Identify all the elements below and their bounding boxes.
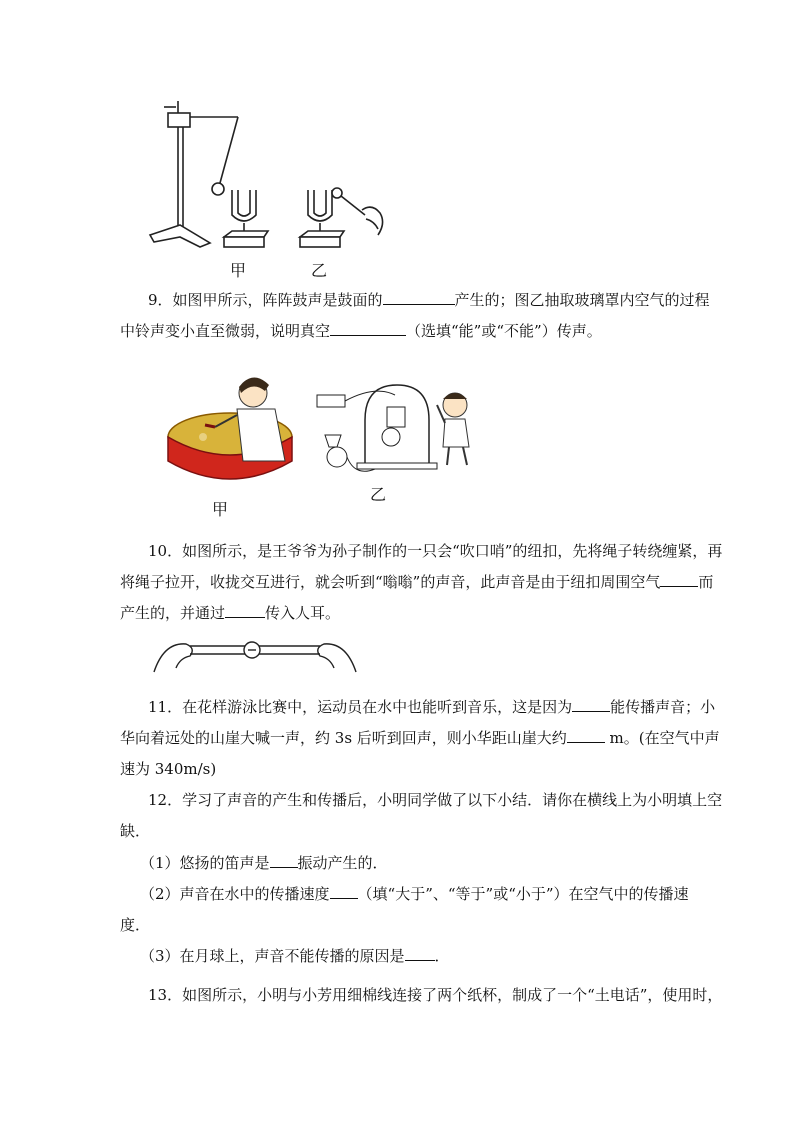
question-13-line-1: 13．如图所示，小明与小芳用细棉线连接了两个纸杯，制成了一个“土电话”，使用时， xyxy=(148,986,723,1004)
question-10-line-2: 将绳子拉开，收拢交互进行，就会听到“嗡嗡”的声音，此声音是由于纽扣周围空气 而 xyxy=(120,573,714,591)
figure-label-yi: 乙 xyxy=(370,485,387,504)
question-11-line-2: 华向着远处的山崖大喊一声，约 3s 后听到回声，则小华距山崖大约 m。(在空气中声 xyxy=(120,729,720,747)
button-whistle-figure xyxy=(150,628,360,678)
answer-blank[interactable] xyxy=(572,697,610,712)
answer-blank[interactable] xyxy=(567,728,605,743)
question-12-line-2: 缺． xyxy=(120,822,151,840)
answer-blank[interactable] xyxy=(330,884,358,899)
drum-bell-jar-figure xyxy=(165,365,485,500)
answer-blank[interactable] xyxy=(270,853,298,868)
figure-label-jia: 甲 xyxy=(212,500,229,519)
figure-label-jia: 甲 xyxy=(230,261,247,280)
question-9-line-1: 9．如图甲所示，阵阵鼓声是鼓面的 产生的；图乙抽取玻璃罩内空气的过程 xyxy=(148,291,710,309)
question-12-item-2-cont: 度． xyxy=(120,916,151,934)
question-11-line-1: 11．在花样游泳比赛中，运动员在水中也能听到音乐，这是因为 能传播声音；小 xyxy=(148,698,716,716)
answer-blank[interactable] xyxy=(660,572,698,587)
answer-blank[interactable] xyxy=(330,321,406,336)
answer-blank[interactable] xyxy=(225,603,265,618)
figure-label-yi: 乙 xyxy=(311,261,328,280)
question-10-line-3: 产生的，并通过 传入人耳。 xyxy=(120,604,341,622)
question-12-item-2: （2）声音在水中的传播速度 （填“大于”、“等于”或“小于”）在空气中的传播速 xyxy=(140,885,689,903)
answer-blank[interactable] xyxy=(405,946,435,961)
question-9-line-2: 中铃声变小直至微弱，说明真空 （选填“能”或“不能”）传声。 xyxy=(120,322,602,340)
tuning-fork-figure xyxy=(140,95,400,255)
question-10-line-1: 10．如图所示，是王爷爷为孙子制作的一只会“吹口哨”的纽扣，先将绳子转绕缠紧，再 xyxy=(148,542,723,560)
question-12-item-1: （1）悠扬的笛声是 振动产生的． xyxy=(140,854,388,872)
answer-blank[interactable] xyxy=(383,290,455,305)
question-12-item-3: （3）在月球上，声音不能传播的原因是 ． xyxy=(140,947,450,965)
question-12-line-1: 12．学习了声音的产生和传播后，小明同学做了以下小结．请你在横线上为小明填上空 xyxy=(148,791,723,809)
question-11-line-3: 速为 340m/s) xyxy=(120,760,217,778)
